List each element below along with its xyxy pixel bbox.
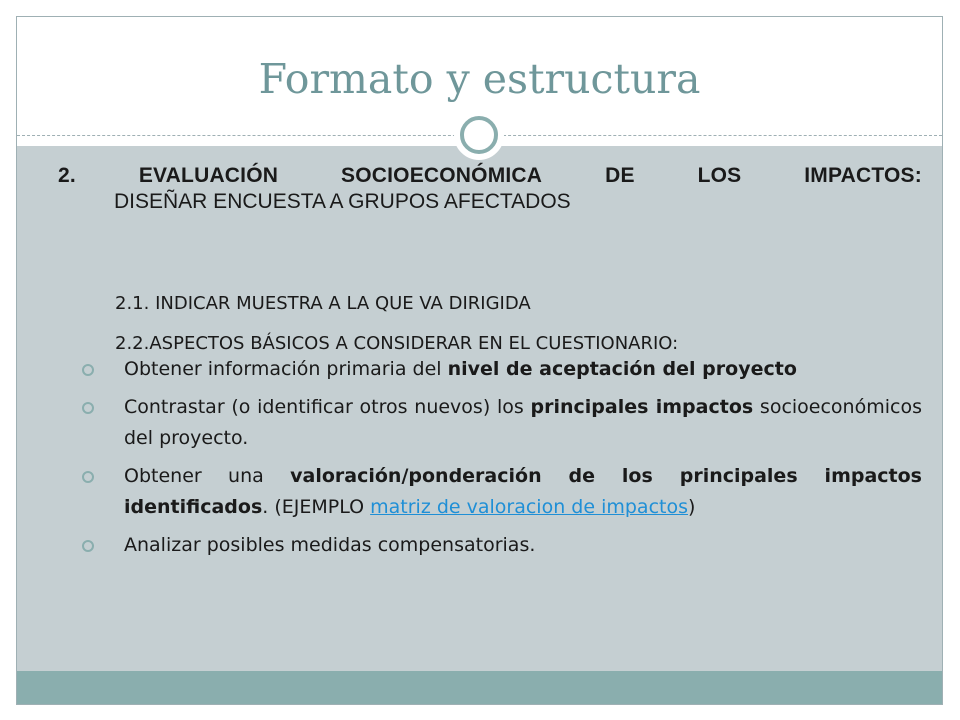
footer-band	[17, 671, 942, 705]
slide-title: Formato y estructura	[258, 55, 701, 103]
bullet-list	[62, 354, 922, 568]
heading-line-1	[58, 164, 922, 188]
circle-bullet-icon	[82, 402, 94, 414]
circle-bullet-icon	[82, 364, 94, 376]
subitem-2-1: 2.1. INDICAR MUESTRA A LA QUE VA DIRIGIDA	[115, 293, 531, 314]
circle-bullet-icon	[82, 540, 94, 552]
list-item: Obtener una valoración/ponderación de los principales impactos identificados. (EJEMPLO matriz de valoracion de impactos)	[62, 461, 922, 523]
heading-line-2: DISEÑAR ENCUESTA A GRUPOS AFECTADOS	[114, 190, 571, 213]
heading-word: SOCIOECONÓMICA	[341, 164, 543, 187]
heading-word: EVALUACIÓN	[138, 164, 279, 187]
heading-word: IMPACTOS:	[804, 164, 922, 187]
section-heading	[58, 164, 922, 214]
heading-word: DE	[605, 164, 635, 187]
heading-word: LOS	[697, 164, 742, 187]
matrix-link[interactable]: matriz de valoracion de impactos	[370, 496, 688, 518]
heading-word: 2.	[58, 164, 76, 187]
circle-bullet-icon	[82, 471, 94, 483]
list-item: Analizar posibles medidas compensatorias.	[62, 530, 922, 561]
ring-ornament-icon	[454, 110, 504, 160]
subitem-2-2: 2.2.ASPECTOS BÁSICOS A CONSIDERAR EN EL CUESTIONARIO:	[115, 333, 679, 354]
list-item: Contrastar (o identificar otros nuevos) los principales impactos socioeconómicos del proyecto.	[62, 392, 922, 454]
list-item: Obtener información primaria del nivel de aceptación del proyecto	[62, 354, 922, 385]
